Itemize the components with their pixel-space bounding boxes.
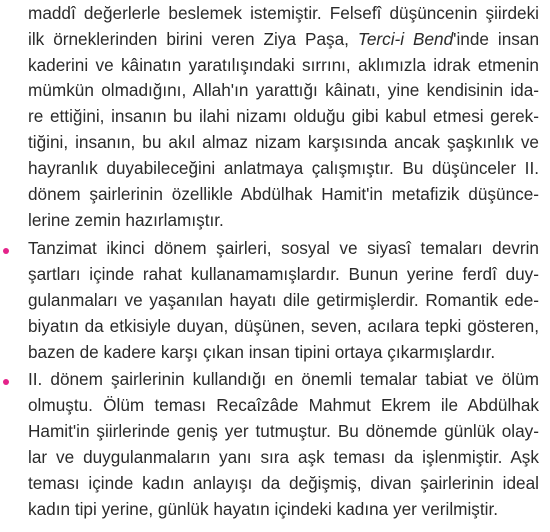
text-line: II. dönem şairlerinin kullandığı en önemli temalar tabiat ve ölüm [28,369,539,389]
text-line: hayranlık duyabileceğini anlatmaya çalışmıştır. Bu düşünceler II. [28,158,539,178]
text-line: bazen de kadere karşı çıkan insan tipini ortaya çıkarmışlardır. [28,342,496,362]
bullet-dot-icon [3,379,9,385]
text-line: kaderini ve kâinatın yaratılışındaki sırrını, aklımızla idrak etmenin [28,55,539,75]
text-line: tiğini, insanın, bu akıl almaz nizam karşısında ancak şaşkınlık ve [28,132,539,152]
work-title: Terci-i Bend [357,29,454,49]
text-line: olmuştu. Ölüm teması Recaîzâde Mahmut Ekrem ile Abdülhak [28,395,539,415]
text-line: re ettiğini, insanın bu ilahi nizamı olduğu gibi kabul etmesi gerek- [28,106,539,126]
text-line [28,27,539,52]
bullet-dot-icon [3,248,9,254]
text-line: kadın tipi yerine, günlük hayatın içindeki kadına yer verilmiştir. [28,499,499,519]
text-line: Hamit'in şiirlerinde geniş yer tutmuştur. Bu dönemde günlük olay- [28,421,539,441]
text-line: lerine zemin hazırlamıştır. [28,210,224,230]
text-line: Tanzimat ikinci dönem şairleri, sosyal ve siyasî temaları devrin [28,238,539,258]
text-line: maddî değerlerle beslemek istemiştir. Felsefî düşüncenin şiirdeki [28,3,539,23]
text-line: dönem şairlerinin özellikle Abdülhak Hamit'in metafizik düşünce- [28,184,539,204]
text-line: mümkün olmadığını, Allah'ın yarattığı kâinatı, yine kendisinin ida- [28,80,539,100]
text-line: biyatın da etkisiyle duyan, düşünen, seven, acılara tepki gösteren, [28,316,539,336]
text-line: teması içinde kadın anlayışı da değişmiş, divan şairlerinin ideal [28,473,539,493]
text-line: gulanmaları ve yaşanılan hayatı dile getirmişlerdir. Romantik ede- [28,290,539,310]
text-span: 'inde insan [453,29,540,49]
text-span: ilk örneklerinden birini veren Ziya Paşa, [28,29,358,49]
text-line: lar ve duygulanmaların yanı sıra aşk teması da işlenmiştir. Aşk [28,447,539,467]
text-line: şartları içinde rahat kullanamamışlardır. Bunun yerine ferdî duy- [28,264,539,284]
